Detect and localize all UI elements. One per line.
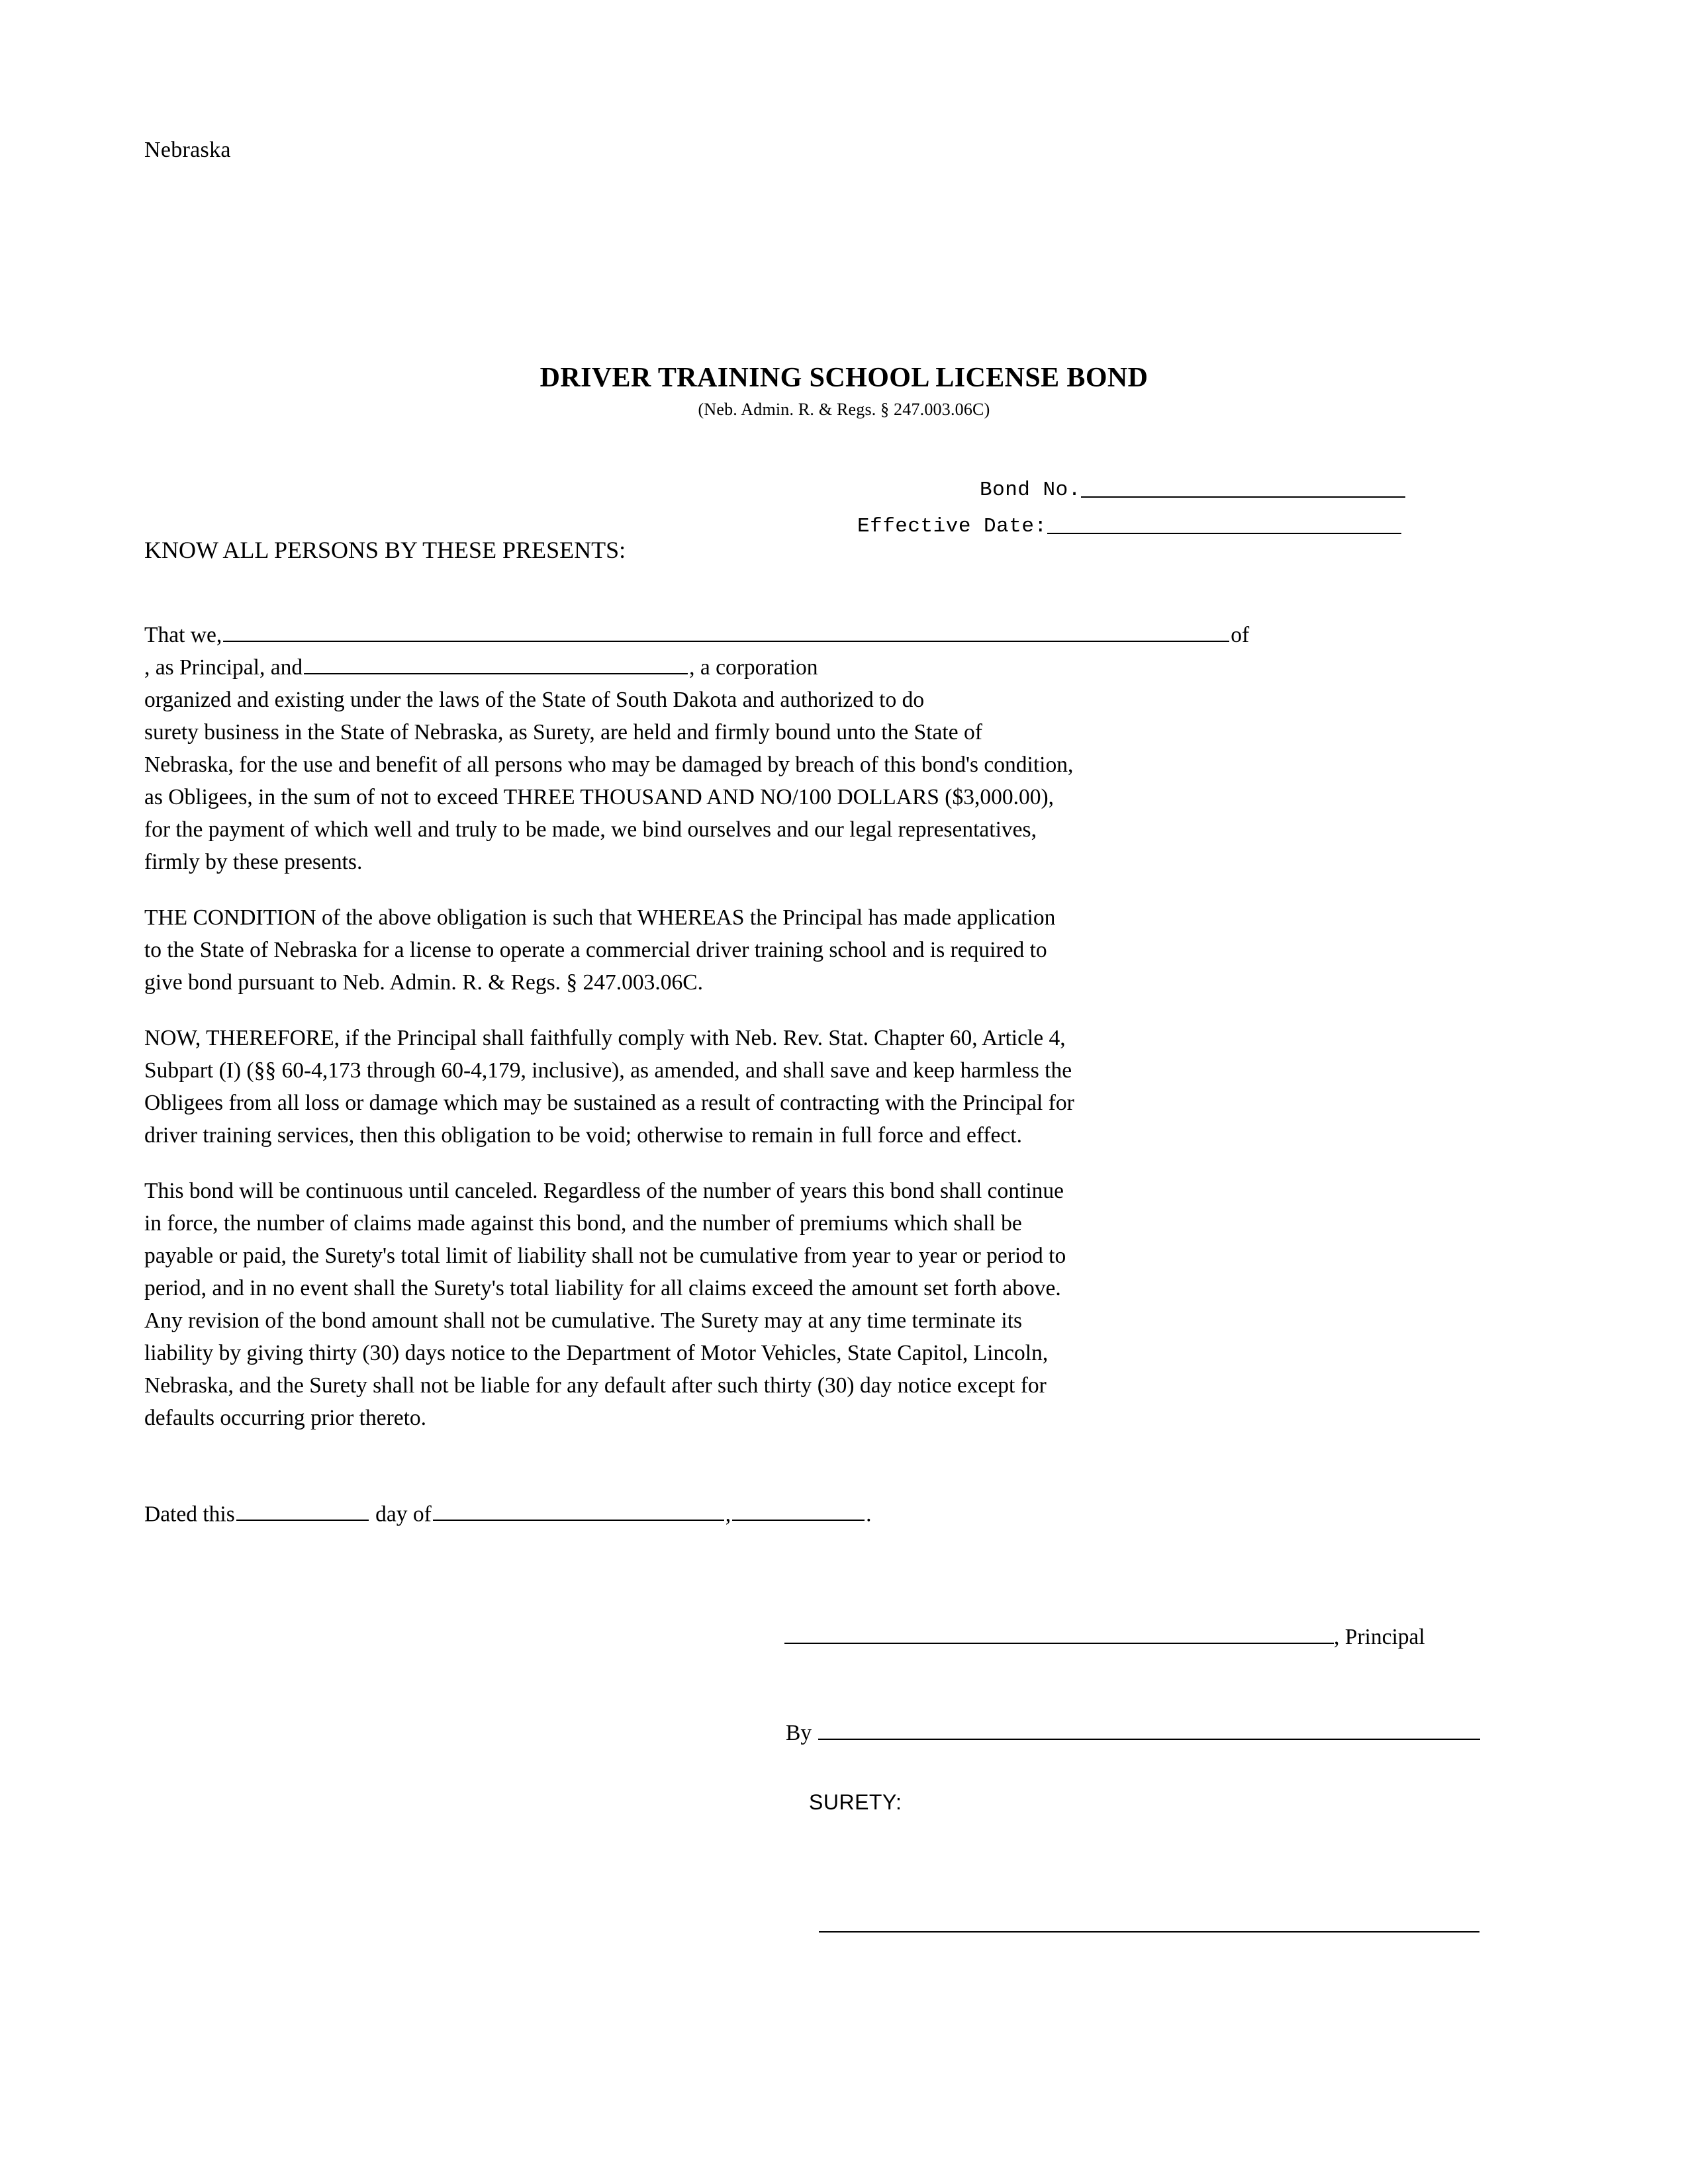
now-therefore-line-1: NOW, THEREFORE, if the Principal shall faithfully comply with Neb. Rev. Stat. Chapter 60, Article 4,	[144, 1026, 1066, 1050]
principal-name-input-rule[interactable]	[223, 622, 1229, 642]
by-signature-input-rule[interactable]	[818, 1739, 1480, 1740]
condition-line-3: give bond pursuant to Neb. Admin. R. & Regs. § 247.003.06C.	[144, 970, 703, 995]
continuation-paragraph	[144, 1175, 1465, 1434]
recital-line-2-prefix: , as Principal, and	[144, 655, 303, 680]
regulation-citation: (Neb. Admin. R. & Regs. § 247.003.06C)	[698, 400, 990, 420]
continuation-line-4: period, and in no event shall the Surety's total liability for all claims exceed the amount set forth above.	[144, 1276, 1061, 1300]
continuation-line-7: Nebraska, and the Surety shall not be liable for any default after such thirty (30) day notice except for	[144, 1373, 1047, 1398]
recital-line-5: Nebraska, for the use and benefit of all persons who may be damaged by breach of this bond's condition,	[144, 752, 1074, 777]
principal-signature-line[interactable]	[784, 1625, 1425, 1650]
principal-signature-label: , Principal	[1334, 1625, 1425, 1649]
bond-number-field[interactable]	[980, 478, 1405, 502]
page-title: DRIVER TRAINING SCHOOL LICENSE BOND	[539, 363, 1149, 393]
dated-period: .	[866, 1502, 872, 1527]
surety-label: SURETY:	[809, 1790, 902, 1814]
recital-line-8: firmly by these presents.	[144, 850, 363, 874]
continuation-line-6: liability by giving thirty (30) days notice to the Department of Motor Vehicles, State Capitol, Lincoln,	[144, 1341, 1049, 1365]
by-signature-line[interactable]	[786, 1721, 1480, 1746]
condition-paragraph	[144, 901, 1465, 999]
now-therefore-line-4: driver training services, then this obligation to be void; otherwise to remain in full force and effect.	[144, 1123, 1022, 1148]
dated-month-input-rule[interactable]	[433, 1501, 724, 1521]
dated-day-input-rule[interactable]	[236, 1501, 369, 1521]
by-label: By	[786, 1721, 812, 1745]
surety-signature-input-rule[interactable]	[819, 1931, 1479, 1933]
dated-comma: ,	[725, 1502, 731, 1527]
condition-line-2: to the State of Nebraska for a license to operate a commercial driver training school and is required to	[144, 938, 1047, 962]
now-therefore-paragraph	[144, 1022, 1465, 1152]
state-header: Nebraska	[144, 138, 231, 162]
recital-line-7: for the payment of which well and truly to be made, we bind ourselves and our legal representatives,	[144, 817, 1037, 842]
bond-number-label: Bond No.	[980, 478, 1081, 502]
effective-date-input-rule[interactable]	[1047, 533, 1401, 534]
effective-date-label: Effective Date:	[857, 515, 1047, 538]
continuation-line-2: in force, the number of claims made against this bond, and the number of premiums which shall be	[144, 1211, 1022, 1236]
recital-line-2	[144, 651, 1465, 684]
recital-line-6: as Obligees, in the sum of not to exceed THREE THOUSAND AND NO/100 DOLLARS ($3,000.00),	[144, 785, 1054, 809]
principal-signature-input-rule[interactable]	[784, 1643, 1334, 1644]
surety-name-input-rule[interactable]	[304, 655, 688, 674]
effective-date-field[interactable]	[857, 515, 1401, 538]
recital-line-1-prefix: That we,	[144, 623, 222, 647]
bond-number-input-rule[interactable]	[1081, 496, 1405, 498]
continuation-line-3: payable or paid, the Surety's total limit of liability shall not be cumulative from year to year or period to	[144, 1244, 1066, 1268]
dated-prefix-label: Dated this	[144, 1502, 235, 1527]
recital-line-4: surety business in the State of Nebraska, as Surety, are held and firmly bound unto the State of	[144, 720, 982, 745]
recital-line-3: organized and existing under the laws of the State of South Dakota and authorized to do	[144, 688, 925, 712]
condition-line-1: THE CONDITION of the above obligation is such that WHEREAS the Principal has made application	[144, 905, 1056, 930]
dated-line	[144, 1501, 872, 1527]
continuation-line-1: This bond will be continuous until canceled. Regardless of the number of years this bond shall continue	[144, 1179, 1064, 1203]
dated-year-input-rule[interactable]	[732, 1501, 865, 1521]
recital-paragraph	[144, 619, 1465, 878]
now-therefore-line-2: Subpart (I) (§§ 60-4,173 through 60-4,179, inclusive), as amended, and shall save and keep harmless the	[144, 1058, 1072, 1083]
now-therefore-line-3: Obligees from all loss or damage which may be sustained as a result of contracting with the Principal for	[144, 1091, 1074, 1115]
continuation-line-8: defaults occurring prior thereto.	[144, 1406, 427, 1430]
document-body	[144, 619, 1465, 1434]
recital-line-1-suffix: of	[1231, 623, 1250, 647]
title-block	[0, 363, 1688, 418]
preamble-line: KNOW ALL PERSONS BY THESE PRESENTS:	[144, 537, 626, 563]
recital-line-2-suffix: , a corporation	[689, 655, 818, 680]
continuation-line-5: Any revision of the bond amount shall not be cumulative. The Surety may at any time terminate its	[144, 1308, 1023, 1333]
recital-line-1	[144, 619, 1465, 651]
dated-middle-label: day of	[375, 1502, 432, 1527]
